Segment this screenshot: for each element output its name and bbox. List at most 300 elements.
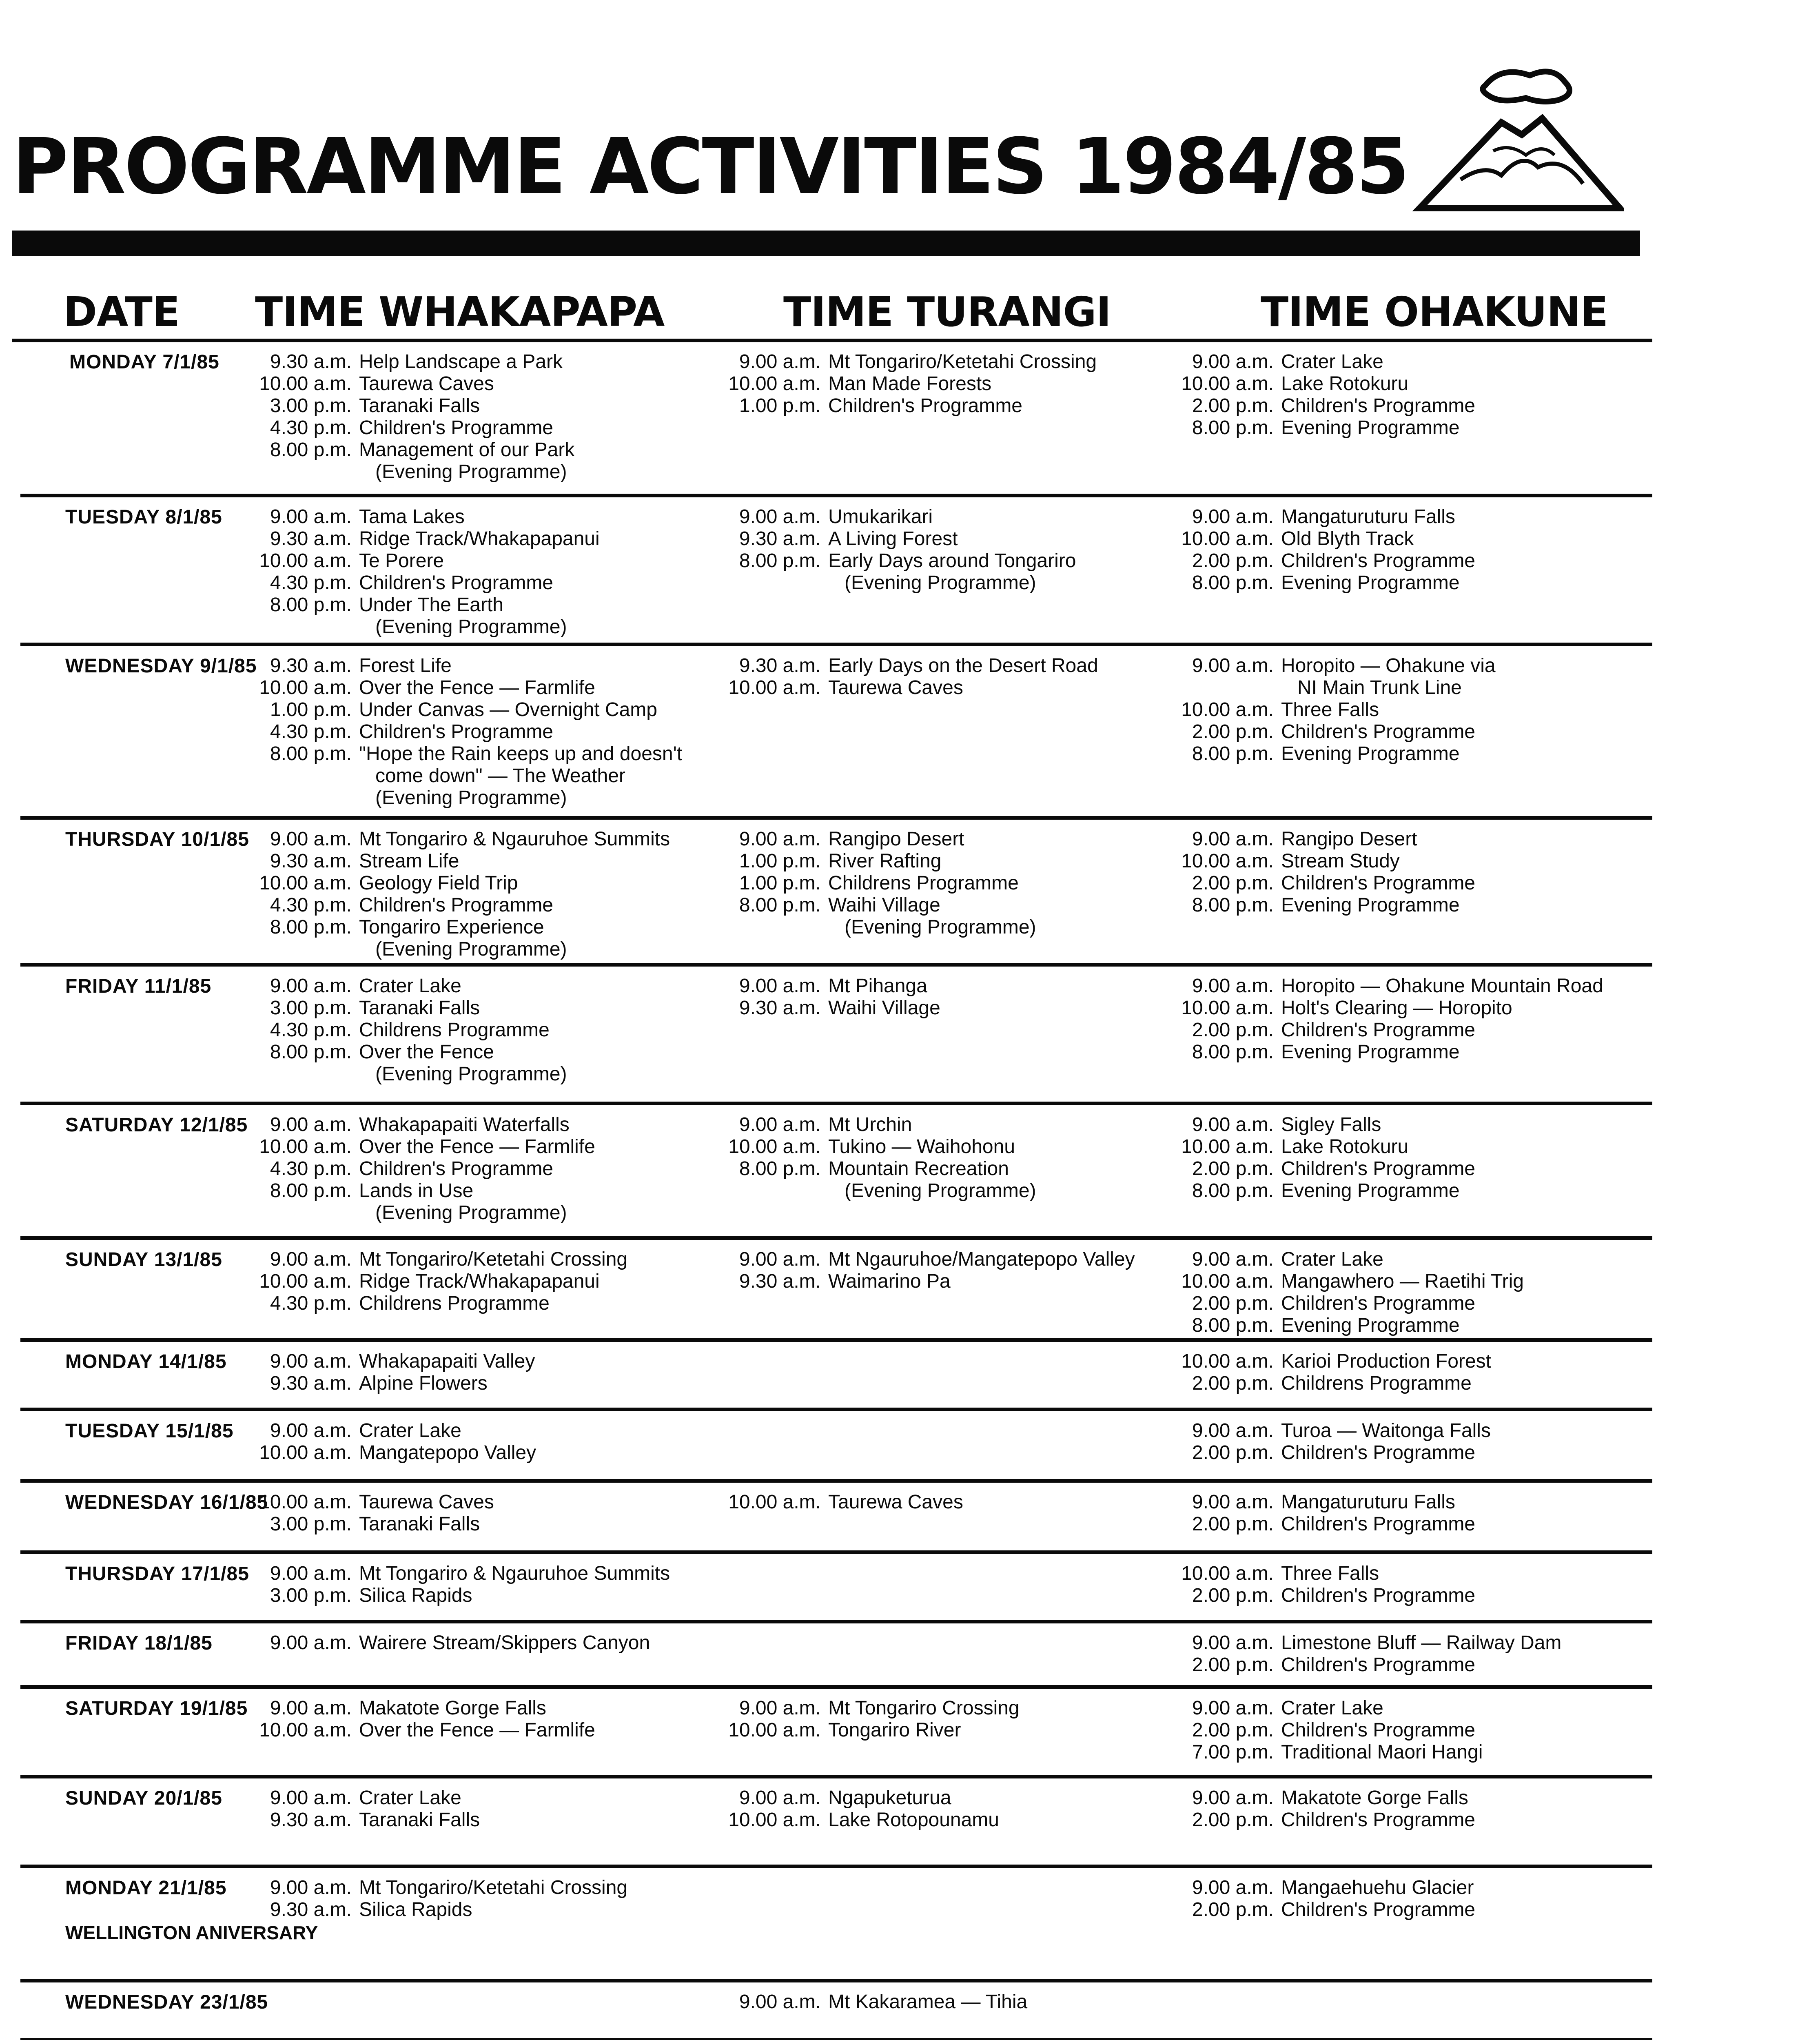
whakapapa-activities [257, 655, 682, 809]
activity-name: Lake Rotopounamu [828, 1809, 999, 1831]
activity-item [726, 1271, 1135, 1293]
activity-name: Crater Lake [359, 1787, 461, 1809]
activity-name: Rangipo Desert [1281, 828, 1417, 850]
day-divider [20, 1685, 1652, 1689]
activity-name: River Rafting [828, 850, 942, 872]
activity-name: Children's Programme [1281, 1809, 1475, 1831]
activity-time: 10.00 a.m. [728, 373, 821, 395]
activity-name: Limestone Bluff — Railway Dam [1281, 1632, 1562, 1654]
activity-item [257, 1899, 627, 1921]
activity-time: 3.00 p.m. [270, 1585, 352, 1606]
day-date: FRIDAY 11/1/85 [65, 976, 212, 997]
masthead-rule [12, 231, 1640, 256]
activity-name: Ridge Track/Whakapapanui [359, 1271, 600, 1292]
activity-name: Makatote Gorge Falls [359, 1697, 546, 1719]
activity-item [257, 1491, 494, 1513]
activity-item [1179, 1420, 1491, 1442]
activity-item [1179, 1248, 1524, 1271]
activity-item [257, 743, 682, 765]
activity-name: Childrens Programme [359, 1293, 550, 1314]
activity-name: Children's Programme [1281, 1899, 1475, 1920]
activity-time: 9.00 a.m. [270, 1632, 352, 1654]
day-divider [20, 1236, 1652, 1240]
column-header-whakapapa: TIME WHAKAPAPA [255, 288, 665, 336]
activity-time: 10.00 a.m. [728, 1491, 821, 1513]
activity-item [726, 1719, 1020, 1741]
activity-item [1179, 1877, 1475, 1899]
activity-time: 9.30 a.m. [739, 997, 821, 1019]
activity-name: NI Main Trunk Line [1297, 677, 1462, 698]
activity-time: 2.00 p.m. [1192, 721, 1274, 743]
activity-item [1179, 1442, 1491, 1464]
activity-item [1179, 1632, 1561, 1654]
activity-item [257, 1420, 536, 1442]
activity-item [257, 594, 600, 616]
activity-item [257, 1809, 480, 1831]
activity-name: "Hope the Rain keeps up and doesn't [359, 743, 683, 765]
activity-time: 9.30 a.m. [270, 351, 352, 373]
day-note: WELLINGTON ANIVERSARY [65, 1922, 318, 1943]
day-date: MONDAY 14/1/85 [65, 1351, 227, 1373]
activity-item [257, 721, 682, 743]
whakapapa-activities [257, 1350, 535, 1395]
activity-name: (Evening Programme) [845, 572, 1036, 594]
mountain-logo-icon [1412, 57, 1624, 216]
activity-item [726, 975, 940, 997]
activity-item [257, 916, 670, 938]
activity-item [257, 765, 682, 787]
activity-item [257, 439, 574, 461]
activity-name: come down" — The Weather [375, 765, 625, 787]
day-divider [20, 1865, 1652, 1868]
activity-time: 9.00 a.m. [270, 1877, 352, 1898]
activity-item [726, 1787, 999, 1809]
day-date: WEDNESDAY 23/1/85 [65, 1991, 268, 2013]
page-title: PROGRAMME ACTIVITIES 1984/85 [12, 122, 1408, 211]
activity-time: 9.30 a.m. [270, 655, 352, 676]
activity-item [257, 1202, 595, 1224]
activity-time: 1.00 p.m. [739, 395, 821, 417]
ohakune-activities [1179, 1697, 1483, 1763]
activity-time: 1.00 p.m. [739, 872, 821, 894]
activity-item [257, 1513, 494, 1535]
activity-item [1179, 1136, 1475, 1158]
activity-item [1179, 655, 1496, 677]
activity-item [257, 894, 670, 916]
activity-item [257, 1373, 535, 1395]
ohakune-activities [1179, 1787, 1475, 1831]
activity-time: 9.30 a.m. [739, 655, 821, 676]
ohakune-activities [1179, 1563, 1475, 1607]
activity-item [1179, 373, 1475, 395]
activity-item [726, 1114, 1036, 1136]
activity-time: 10.00 a.m. [259, 1136, 352, 1157]
activity-name: Childrens Programme [828, 872, 1019, 894]
ohakune-activities [1179, 1632, 1561, 1676]
activity-item [726, 1491, 963, 1513]
whakapapa-activities [257, 828, 670, 960]
activity-item [1179, 1654, 1561, 1676]
day-divider [20, 494, 1652, 497]
activity-item [726, 1697, 1020, 1719]
activity-time: 3.00 p.m. [270, 1513, 352, 1535]
activity-name: Children's Programme [1281, 1158, 1475, 1180]
column-header-ohakune: TIME OHAKUNE [1261, 288, 1608, 336]
activity-time: 4.30 p.m. [270, 721, 352, 743]
day-divider [20, 339, 1652, 342]
activity-time: 3.00 p.m. [270, 395, 352, 417]
activity-item [1179, 1563, 1475, 1585]
ohakune-activities [1179, 1877, 1475, 1921]
activity-item [1179, 1019, 1603, 1041]
activity-item [726, 1180, 1036, 1202]
turangi-activities [726, 975, 940, 1019]
activity-name: Ngapuketurua [828, 1787, 951, 1809]
ohakune-activities [1179, 1248, 1524, 1337]
activity-name: Childrens Programme [1281, 1373, 1472, 1394]
activity-name: Tongariro River [828, 1719, 961, 1741]
activity-name: Taurewa Caves [359, 373, 494, 395]
activity-item [257, 938, 670, 960]
whakapapa-activities [257, 1697, 595, 1741]
ohakune-activities [1179, 1491, 1475, 1535]
activity-item [1179, 1373, 1491, 1395]
activity-item [1179, 1491, 1475, 1513]
activity-item [726, 373, 1097, 395]
activity-name: Crater Lake [359, 1420, 461, 1441]
activity-item [726, 550, 1076, 572]
activity-item [1179, 743, 1496, 765]
activity-time: 2.00 p.m. [1192, 1158, 1274, 1180]
activity-time: 9.00 a.m. [1192, 828, 1274, 850]
activity-name: Mt Tongariro/Ketetahi Crossing [359, 1877, 628, 1898]
activity-name: Waihi Village [828, 894, 940, 916]
activity-item [1179, 1809, 1475, 1831]
activity-item [257, 975, 567, 997]
activity-item [726, 655, 1098, 677]
activity-time: 4.30 p.m. [270, 894, 352, 916]
activity-name: Mt Tongariro Crossing [828, 1697, 1020, 1719]
day-date: SUNDAY 20/1/85 [65, 1787, 222, 1809]
activity-time: 9.00 a.m. [739, 351, 821, 373]
activity-name: Silica Rapids [359, 1585, 472, 1606]
turangi-activities [726, 1491, 963, 1513]
activity-time: 8.00 p.m. [1192, 1315, 1274, 1336]
ohakune-activities [1179, 506, 1475, 594]
activity-name: Children's Programme [1281, 1654, 1475, 1676]
activity-time: 9.00 a.m. [270, 1350, 352, 1372]
activity-time: 8.00 p.m. [270, 743, 352, 765]
activity-item [1179, 828, 1475, 850]
activity-name: Waihi Village [828, 997, 940, 1019]
activity-time: 7.00 p.m. [1192, 1741, 1274, 1763]
activity-name: Mountain Recreation [828, 1158, 1009, 1180]
activity-time: 8.00 p.m. [1192, 1180, 1274, 1202]
activity-item [1179, 699, 1496, 721]
activity-name: Lake Rotokuru [1281, 373, 1409, 395]
activity-item [257, 1063, 567, 1085]
day-divider [20, 816, 1652, 820]
activity-item [257, 572, 600, 594]
day-date: WEDNESDAY 16/1/85 [65, 1492, 268, 1513]
activity-name: Old Blyth Track [1281, 528, 1414, 550]
activity-item [257, 506, 600, 528]
activity-item [1179, 1697, 1483, 1719]
activity-time: 8.00 p.m. [1192, 894, 1274, 916]
activity-item [1179, 550, 1475, 572]
whakapapa-activities [257, 506, 600, 638]
day-divider [20, 1550, 1652, 1554]
activity-name: Crater Lake [1281, 351, 1383, 373]
activity-name: Evening Programme [1281, 894, 1460, 916]
turangi-activities [726, 351, 1097, 417]
activity-time: 9.00 a.m. [1192, 1632, 1274, 1654]
activity-name: (Evening Programme) [375, 616, 567, 638]
activity-item [1179, 528, 1475, 550]
activity-name: (Evening Programme) [375, 938, 567, 960]
activity-item [1179, 1719, 1483, 1741]
activity-item [1179, 572, 1475, 594]
activity-item [726, 1136, 1036, 1158]
activity-name: Rangipo Desert [828, 828, 964, 850]
day-divider [20, 643, 1652, 646]
activity-item [257, 1877, 627, 1899]
activity-name: Holt's Clearing — Horopito [1281, 997, 1512, 1019]
turangi-activities [726, 1787, 999, 1831]
day-date: THURSDAY 17/1/85 [65, 1563, 249, 1585]
activity-name: Horopito — Ohakune via [1281, 655, 1496, 676]
activity-item [1179, 1271, 1524, 1293]
activity-time: 1.00 p.m. [270, 699, 352, 721]
activity-name: Children's Programme [1281, 1719, 1475, 1741]
activity-item [257, 1180, 595, 1202]
activity-time: 9.00 a.m. [739, 1697, 821, 1719]
activity-time: 10.00 a.m. [259, 1271, 352, 1292]
activity-time: 4.30 p.m. [270, 1293, 352, 1314]
day-divider [20, 1979, 1652, 1982]
activity-item [726, 916, 1036, 938]
activity-time: 9.00 a.m. [739, 1114, 821, 1135]
activity-time: 9.00 a.m. [739, 1991, 821, 2013]
activity-item [1179, 351, 1475, 373]
day-divider [20, 1620, 1652, 1623]
activity-name: Mt Urchin [828, 1114, 912, 1135]
activity-time: 2.00 p.m. [1192, 1585, 1274, 1606]
activity-time: 4.30 p.m. [270, 572, 352, 594]
activity-time: 8.00 p.m. [739, 550, 821, 572]
activity-time: 9.00 a.m. [1192, 1787, 1274, 1809]
activity-name: Children's Programme [1281, 872, 1475, 894]
activity-item [257, 550, 600, 572]
activity-time: 10.00 a.m. [1181, 528, 1274, 550]
activity-name: Taranaki Falls [359, 1513, 480, 1535]
activity-item [257, 1158, 595, 1180]
day-date: TUESDAY 8/1/85 [65, 506, 222, 528]
activity-time: 9.30 a.m. [739, 1271, 821, 1292]
activity-time: 2.00 p.m. [1192, 1293, 1274, 1314]
turangi-activities [726, 506, 1076, 594]
activity-name: Children's Programme [359, 417, 553, 439]
activity-time: 2.00 p.m. [1192, 1899, 1274, 1920]
activity-name: Evening Programme [1281, 743, 1460, 765]
activity-item [726, 850, 1036, 872]
activity-item [1179, 1041, 1603, 1063]
ohakune-activities [1179, 828, 1475, 916]
activity-item [257, 699, 682, 721]
activity-time: 10.00 a.m. [728, 1809, 821, 1831]
activity-time: 2.00 p.m. [1192, 550, 1274, 572]
activity-item [257, 1787, 480, 1809]
activity-time: 10.00 a.m. [1181, 997, 1274, 1019]
whakapapa-activities [257, 351, 574, 483]
activity-name: Mt Tongariro & Ngauruhoe Summits [359, 828, 670, 850]
activity-time: 10.00 a.m. [259, 550, 352, 572]
day-divider [20, 1338, 1652, 1342]
activity-name: Mt Tongariro/Ketetahi Crossing [359, 1248, 628, 1270]
activity-item [1179, 1787, 1475, 1809]
activity-time: 10.00 a.m. [1181, 373, 1274, 395]
activity-time: 9.00 a.m. [1192, 1697, 1274, 1719]
whakapapa-activities [257, 1787, 480, 1831]
activity-name: (Evening Programme) [375, 787, 567, 809]
activity-item [257, 395, 574, 417]
turangi-activities [726, 1697, 1020, 1741]
activity-time: 10.00 a.m. [1181, 1350, 1274, 1372]
activity-name: Mangaturuturu Falls [1281, 506, 1455, 528]
day-date: SATURDAY 12/1/85 [65, 1114, 248, 1136]
activity-time: 9.00 a.m. [270, 1563, 352, 1584]
activity-item [1179, 1585, 1475, 1607]
activity-time: 9.00 a.m. [270, 1420, 352, 1441]
activity-name: Ridge Track/Whakapapanui [359, 528, 600, 550]
day-date: FRIDAY 18/1/85 [65, 1632, 213, 1654]
activity-item [1179, 1899, 1475, 1921]
activity-item [257, 417, 574, 439]
activity-item [1179, 1158, 1475, 1180]
activity-item [257, 373, 574, 395]
whakapapa-activities [257, 1114, 595, 1224]
activity-name: Children's Programme [1281, 1513, 1475, 1535]
activity-item [257, 616, 600, 638]
activity-name: Whakapapaiti Valley [359, 1350, 535, 1372]
activity-item [726, 997, 940, 1019]
activity-name: Tukino — Waihohonu [828, 1136, 1015, 1157]
activity-time: 9.00 a.m. [1192, 975, 1274, 997]
activity-time: 9.00 a.m. [270, 1697, 352, 1719]
activity-item [726, 677, 1098, 699]
activity-time: 3.00 p.m. [270, 997, 352, 1019]
activity-name: (Evening Programme) [845, 1180, 1036, 1202]
activity-time: 9.00 a.m. [1192, 655, 1274, 676]
activity-item [1179, 721, 1496, 743]
day-date: SUNDAY 13/1/85 [65, 1249, 222, 1271]
activity-time: 10.00 a.m. [728, 1136, 821, 1157]
activity-name: Mt Kakaramea — Tihia [828, 1991, 1028, 2013]
activity-name: Three Falls [1281, 1563, 1379, 1584]
activity-name: (Evening Programme) [375, 1063, 567, 1085]
activity-time: 2.00 p.m. [1192, 395, 1274, 417]
activity-name: Three Falls [1281, 699, 1379, 721]
activity-time: 8.00 p.m. [270, 1180, 352, 1202]
activity-time: 4.30 p.m. [270, 1158, 352, 1180]
activity-time: 2.00 p.m. [1192, 1373, 1274, 1394]
activity-item [726, 395, 1097, 417]
whakapapa-activities [257, 975, 567, 1085]
activity-item [257, 655, 682, 677]
activity-time: 9.00 a.m. [270, 1248, 352, 1270]
activity-time: 8.00 p.m. [1192, 572, 1274, 594]
activity-time: 9.00 a.m. [1192, 1877, 1274, 1898]
day-divider [20, 2038, 1652, 2040]
turangi-activities [726, 828, 1036, 938]
activity-time: 10.00 a.m. [259, 1491, 352, 1513]
activity-item [726, 351, 1097, 373]
activity-name: Lake Rotokuru [1281, 1136, 1409, 1157]
activity-name: Early Days on the Desert Road [828, 655, 1098, 676]
activity-time: 8.00 p.m. [270, 439, 352, 461]
activity-item [1179, 894, 1475, 916]
activity-item [257, 1585, 670, 1607]
activity-time: 9.00 a.m. [739, 506, 821, 528]
column-header-turangi: TIME TURANGI [783, 288, 1111, 336]
activity-name: Mt Tongariro & Ngauruhoe Summits [359, 1563, 670, 1584]
activity-name: Mangaturuturu Falls [1281, 1491, 1455, 1513]
day-date: WEDNESDAY 9/1/85 [65, 655, 257, 677]
activity-name: (Evening Programme) [845, 916, 1036, 938]
activity-time: 2.00 p.m. [1192, 1513, 1274, 1535]
activity-name: Evening Programme [1281, 572, 1460, 594]
activity-item [1179, 997, 1603, 1019]
activity-time: 9.00 a.m. [1192, 1491, 1274, 1513]
activity-name: Children's Programme [359, 721, 553, 743]
activity-time: 9.00 a.m. [739, 1787, 821, 1809]
activity-time: 2.00 p.m. [1192, 1442, 1274, 1463]
whakapapa-activities [257, 1877, 627, 1921]
activity-item [1179, 677, 1496, 699]
whakapapa-activities [257, 1420, 536, 1464]
day-date: MONDAY 7/1/85 [69, 351, 219, 373]
activity-item [726, 528, 1076, 550]
activity-item [257, 1563, 670, 1585]
whakapapa-activities [257, 1563, 670, 1607]
whakapapa-activities [257, 1632, 650, 1654]
activity-name: A Living Forest [828, 528, 958, 550]
activity-item [1179, 395, 1475, 417]
activity-time: 10.00 a.m. [1181, 1136, 1274, 1157]
day-divider [20, 1102, 1652, 1105]
activity-time: 8.00 p.m. [270, 916, 352, 938]
turangi-activities [726, 1248, 1135, 1293]
activity-name: Karioi Production Forest [1281, 1350, 1491, 1372]
activity-item [726, 872, 1036, 894]
activity-name: Crater Lake [1281, 1697, 1383, 1719]
activity-time: 9.00 a.m. [270, 975, 352, 997]
activity-name: Crater Lake [1281, 1248, 1383, 1270]
activity-time: 10.00 a.m. [259, 1719, 352, 1741]
activity-item [1179, 417, 1475, 439]
activity-time: 9.00 a.m. [270, 1114, 352, 1135]
activity-item [1179, 872, 1475, 894]
activity-time: 9.00 a.m. [1192, 1114, 1274, 1135]
activity-name: Over the Fence — Farmlife [359, 677, 595, 698]
activity-time: 8.00 p.m. [270, 594, 352, 616]
activity-name: Mangaehuehu Glacier [1281, 1877, 1474, 1898]
day-divider [20, 1775, 1652, 1778]
activity-item [257, 1697, 595, 1719]
activity-item [1179, 975, 1603, 997]
activity-item [726, 1158, 1036, 1180]
ohakune-activities [1179, 975, 1603, 1063]
